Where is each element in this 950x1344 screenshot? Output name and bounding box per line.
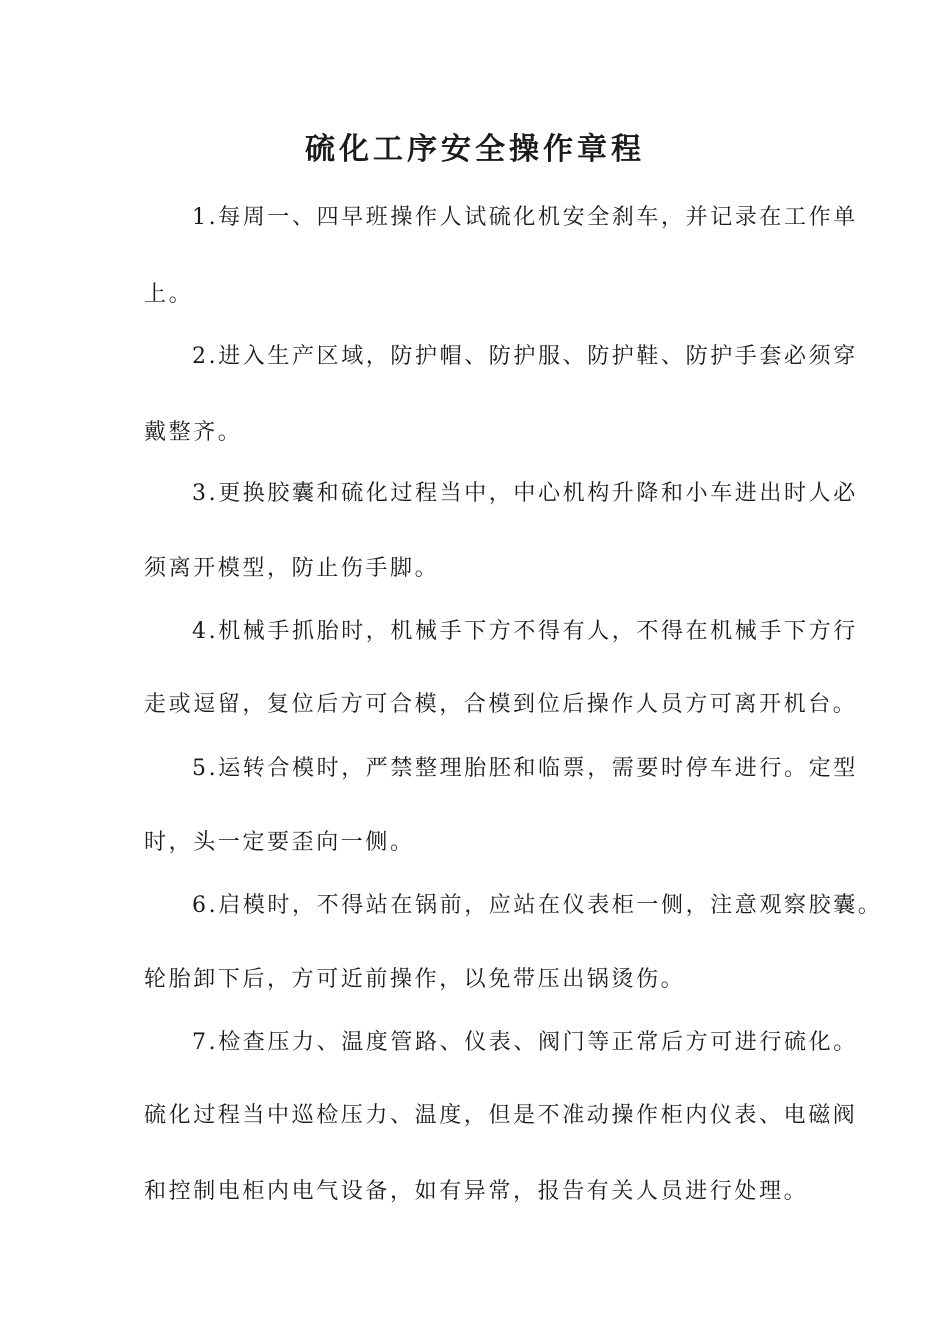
rule-item-1-line-2: 上。	[144, 282, 194, 307]
rule-item-7-line-2: 硫化过程当中巡检压力、温度，但是不准动操作柜内仪表、电磁阀	[144, 1103, 858, 1128]
rule-item-3-line-2: 须离开模型，防止伤手脚。	[144, 556, 440, 581]
rule-item-2-line-2: 戴整齐。	[144, 420, 243, 445]
rule-item-7-line-3: 和控制电柜内电气设备，如有异常，报告有关人员进行处理。	[144, 1179, 809, 1204]
rule-item-4-line-1: 4.机械手抓胎时，机械手下方不得有人，不得在机械手下方行	[192, 619, 858, 644]
rule-item-6-line-1: 6.启模时，不得站在锅前，应站在仪表柜一侧，注意观察胶囊。	[192, 893, 883, 918]
rule-item-5-line-2: 时，头一定要歪向一侧。	[144, 830, 415, 855]
rule-item-2-line-1: 2.进入生产区域，防护帽、防护服、防护鞋、防护手套必须穿	[192, 344, 858, 369]
rule-item-5-line-1: 5.运转合模时，严禁整理胎胚和临票，需要时停车进行。定型	[192, 756, 858, 781]
rule-item-7-line-1: 7.检查压力、温度管路、仪表、阀门等正常后方可进行硫化。	[192, 1030, 858, 1055]
document-title: 硫化工序安全操作章程	[305, 132, 645, 167]
rule-item-3-line-1: 3.更换胶囊和硫化过程当中，中心机构升降和小车进出时人必	[192, 481, 858, 506]
rule-item-6-line-2: 轮胎卸下后，方可近前操作，以免带压出锅烫伤。	[144, 967, 686, 992]
rule-item-4-line-2: 走或逗留，复位后方可合模，合模到位后操作人员方可离开机台。	[144, 692, 858, 717]
rule-item-1-line-1: 1.每周一、四早班操作人试硫化机安全刹车，并记录在工作单	[192, 205, 858, 230]
